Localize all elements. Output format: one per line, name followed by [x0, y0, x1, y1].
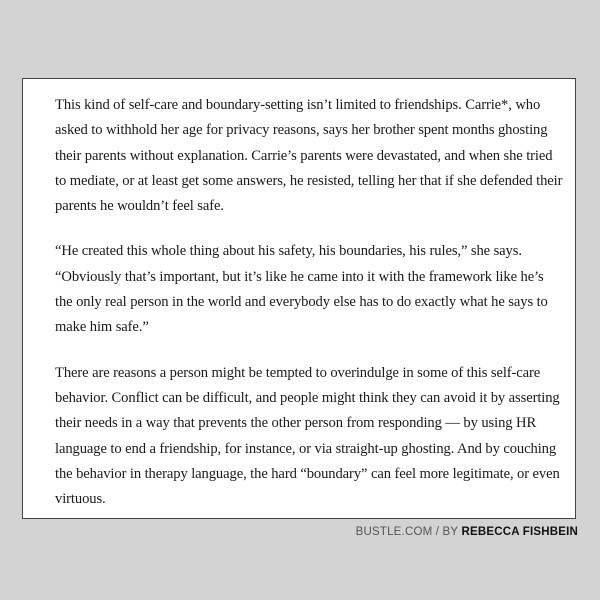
paragraph-2: “He created this whole thing about his safety, his boundaries, his rules,” she says. “Obviously that’s important, but it’s like he came into it with the framework like he’s the only real person in the world and everybody else has to do exactly what he says to make him safe.”: [55, 243, 548, 336]
source-credit: [356, 526, 578, 538]
paragraph-1: This kind of self-care and boundary-setting isn’t limited to friendships. Carrie*, who asked to withhold her age for privacy reasons, says her brother spent months ghosting their parents without explanation. Carrie’s parents were devastated, and when she tried to mediate, or at least get some answers, he resisted, telling her that if she defended their parents he wouldn’t feel safe.: [55, 97, 563, 215]
source-label: BUSTLE.COM / BY: [355, 526, 462, 538]
author-name: REBECCA FISHBEIN: [461, 526, 578, 538]
paragraph-3: There are reasons a person might be tempted to overindulge in some of this self-care behavior. Conflict can be difficult, and people might think they can avoid it by asserting their needs in a way that prevents the other person from responding — by using HR language to end a friendship, for instance, or via straight-up ghosting. And by couching the behavior in therapy language, the hard “boundary” can feel more legitimate, or even virtuous.: [55, 364, 560, 508]
article-excerpt-card: [22, 78, 576, 519]
